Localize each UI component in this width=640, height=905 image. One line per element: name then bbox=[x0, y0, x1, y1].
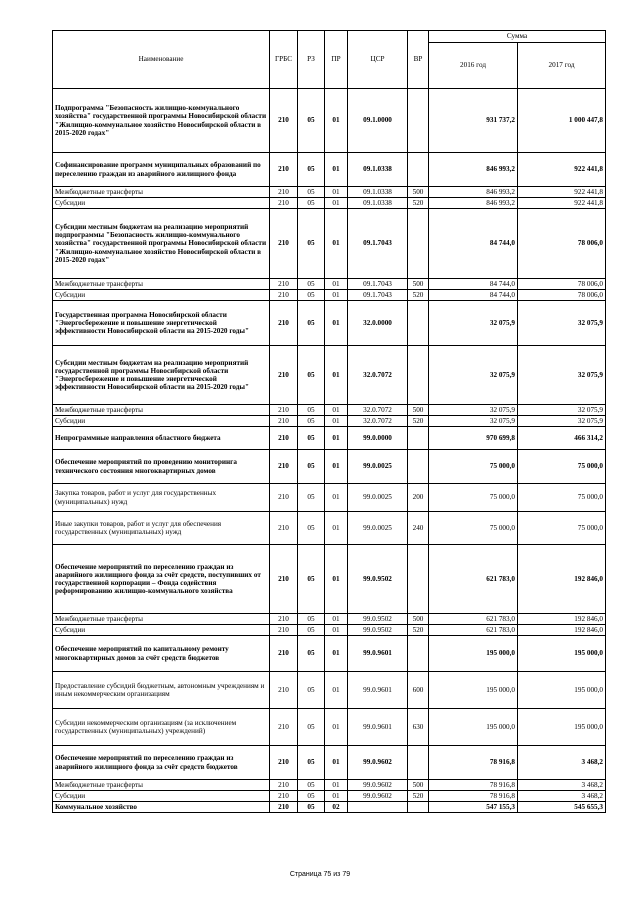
row-name: Субсидии некоммерческим организациям (за исключением государственных (муниципальных) учреждений) bbox=[53, 709, 270, 746]
row-sum-2016: 931 737,2 bbox=[429, 89, 518, 153]
row-pr: 01 bbox=[325, 709, 348, 746]
row-sum-2017: 192 846,0 bbox=[518, 625, 606, 636]
row-rz: 05 bbox=[298, 780, 325, 791]
row-name: Коммунальное хозяйство bbox=[53, 802, 270, 813]
row-grbs: 210 bbox=[270, 746, 298, 780]
row-rz: 05 bbox=[298, 636, 325, 672]
header-sum: Сумма bbox=[429, 31, 606, 43]
row-sum-2016: 547 155,3 bbox=[429, 802, 518, 813]
row-grbs: 210 bbox=[270, 153, 298, 187]
table-row bbox=[53, 636, 606, 672]
row-sum-2017: 32 075,9 bbox=[518, 346, 606, 405]
row-sum-2016: 84 744,0 bbox=[429, 209, 518, 279]
row-pr: 01 bbox=[325, 512, 348, 545]
row-name: Обеспечение мероприятий по переселению граждан из аварийного жилищного фонда за счёт средств бюджетов bbox=[53, 746, 270, 780]
row-pr: 01 bbox=[325, 545, 348, 614]
row-csr: 09.1.7043 bbox=[348, 279, 408, 290]
row-csr: 99.0.9602 bbox=[348, 791, 408, 802]
row-sum-2017: 75 000,0 bbox=[518, 484, 606, 512]
row-sum-2016: 32 075,9 bbox=[429, 346, 518, 405]
row-rz: 05 bbox=[298, 89, 325, 153]
row-sum-2016: 195 000,0 bbox=[429, 709, 518, 746]
row-vr: 500 bbox=[408, 614, 429, 625]
row-rz: 05 bbox=[298, 153, 325, 187]
row-pr: 01 bbox=[325, 484, 348, 512]
row-pr: 01 bbox=[325, 636, 348, 672]
row-grbs: 210 bbox=[270, 625, 298, 636]
table-row bbox=[53, 416, 606, 427]
table-row bbox=[53, 802, 606, 813]
budget-table bbox=[52, 30, 606, 813]
row-rz: 05 bbox=[298, 484, 325, 512]
row-vr bbox=[408, 636, 429, 672]
row-vr bbox=[408, 346, 429, 405]
row-grbs: 210 bbox=[270, 346, 298, 405]
row-vr bbox=[408, 209, 429, 279]
row-pr: 01 bbox=[325, 672, 348, 709]
table-row bbox=[53, 512, 606, 545]
row-sum-2016: 32 075,9 bbox=[429, 301, 518, 346]
row-grbs: 210 bbox=[270, 416, 298, 427]
row-vr: 520 bbox=[408, 416, 429, 427]
row-vr: 500 bbox=[408, 187, 429, 198]
table-row bbox=[53, 625, 606, 636]
row-rz: 05 bbox=[298, 290, 325, 301]
row-name: Межбюджетные трансферты bbox=[53, 279, 270, 290]
table-body bbox=[53, 89, 606, 813]
row-rz: 05 bbox=[298, 198, 325, 209]
row-pr: 01 bbox=[325, 746, 348, 780]
table-row bbox=[53, 346, 606, 405]
row-rz: 05 bbox=[298, 450, 325, 484]
row-sum-2016: 78 916,8 bbox=[429, 780, 518, 791]
row-sum-2017: 195 000,0 bbox=[518, 636, 606, 672]
row-pr: 01 bbox=[325, 625, 348, 636]
row-grbs: 210 bbox=[270, 405, 298, 416]
row-sum-2016: 78 916,8 bbox=[429, 791, 518, 802]
header-vr: ВР bbox=[408, 31, 429, 89]
row-rz: 05 bbox=[298, 346, 325, 405]
row-rz: 05 bbox=[298, 512, 325, 545]
row-sum-2017: 922 441,8 bbox=[518, 198, 606, 209]
row-csr: 99.0.0025 bbox=[348, 512, 408, 545]
header-pr: ПР bbox=[325, 31, 348, 89]
table-row bbox=[53, 153, 606, 187]
row-pr: 01 bbox=[325, 346, 348, 405]
table-row bbox=[53, 405, 606, 416]
row-pr: 01 bbox=[325, 405, 348, 416]
row-pr: 01 bbox=[325, 89, 348, 153]
row-grbs: 210 bbox=[270, 279, 298, 290]
row-sum-2016: 84 744,0 bbox=[429, 290, 518, 301]
row-csr: 99.0.9601 bbox=[348, 709, 408, 746]
table-row bbox=[53, 672, 606, 709]
row-rz: 05 bbox=[298, 625, 325, 636]
row-rz: 05 bbox=[298, 301, 325, 346]
row-csr: 99.0.9602 bbox=[348, 780, 408, 791]
row-sum-2017: 78 006,0 bbox=[518, 290, 606, 301]
row-csr: 99.0.9502 bbox=[348, 614, 408, 625]
row-csr: 09.1.0338 bbox=[348, 153, 408, 187]
row-sum-2017: 545 655,3 bbox=[518, 802, 606, 813]
row-rz: 05 bbox=[298, 209, 325, 279]
row-name: Межбюджетные трансферты bbox=[53, 780, 270, 791]
row-name: Обеспечение мероприятий по переселению граждан из аварийного жилищного фонда за счёт средств, поступивших от государственной корпорации – Фонда содействия реформированию жилищно-коммунального хозяйства bbox=[53, 545, 270, 614]
table-row bbox=[53, 198, 606, 209]
row-name: Обеспечение мероприятий по капитальному ремонту многоквартирных домов за счёт средств бюджетов bbox=[53, 636, 270, 672]
row-sum-2016: 621 783,0 bbox=[429, 545, 518, 614]
table-row bbox=[53, 427, 606, 450]
row-csr: 09.1.0338 bbox=[348, 198, 408, 209]
row-sum-2017: 78 006,0 bbox=[518, 209, 606, 279]
row-grbs: 210 bbox=[270, 301, 298, 346]
row-pr: 01 bbox=[325, 780, 348, 791]
row-sum-2017: 75 000,0 bbox=[518, 450, 606, 484]
row-name: Обеспечение мероприятий по проведению мониторинга технического состояния многоквартирных домов bbox=[53, 450, 270, 484]
row-sum-2016: 32 075,9 bbox=[429, 405, 518, 416]
row-csr: 99.0.9601 bbox=[348, 636, 408, 672]
header-csr: ЦСР bbox=[348, 31, 408, 89]
row-name: Субсидии bbox=[53, 416, 270, 427]
row-grbs: 210 bbox=[270, 614, 298, 625]
row-csr: 32.0.7072 bbox=[348, 346, 408, 405]
row-sum-2017: 3 468,2 bbox=[518, 791, 606, 802]
row-sum-2016: 195 000,0 bbox=[429, 672, 518, 709]
row-vr: 520 bbox=[408, 791, 429, 802]
row-name: Предоставление субсидий бюджетным, автономным учреждениям и иным некоммерческим организациям bbox=[53, 672, 270, 709]
row-name: Субсидии bbox=[53, 290, 270, 301]
row-sum-2016: 846 993,2 bbox=[429, 153, 518, 187]
row-sum-2017: 3 468,2 bbox=[518, 746, 606, 780]
table-row bbox=[53, 791, 606, 802]
row-name: Субсидии bbox=[53, 791, 270, 802]
row-grbs: 210 bbox=[270, 187, 298, 198]
row-sum-2017: 195 000,0 bbox=[518, 709, 606, 746]
table-row bbox=[53, 187, 606, 198]
row-vr: 520 bbox=[408, 290, 429, 301]
row-pr: 01 bbox=[325, 153, 348, 187]
row-pr: 01 bbox=[325, 290, 348, 301]
row-name: Межбюджетные трансферты bbox=[53, 614, 270, 625]
row-vr: 500 bbox=[408, 780, 429, 791]
header-grbs: ГРБС bbox=[270, 31, 298, 89]
row-sum-2016: 195 000,0 bbox=[429, 636, 518, 672]
row-sum-2016: 32 075,9 bbox=[429, 416, 518, 427]
table-row bbox=[53, 484, 606, 512]
row-vr: 630 bbox=[408, 709, 429, 746]
row-sum-2017: 466 314,2 bbox=[518, 427, 606, 450]
table-row bbox=[53, 746, 606, 780]
row-vr bbox=[408, 450, 429, 484]
row-vr bbox=[408, 427, 429, 450]
row-name: Непрограммные направления областного бюджета bbox=[53, 427, 270, 450]
table-row bbox=[53, 89, 606, 153]
row-sum-2016: 846 993,2 bbox=[429, 198, 518, 209]
row-vr: 240 bbox=[408, 512, 429, 545]
row-rz: 05 bbox=[298, 614, 325, 625]
row-rz: 05 bbox=[298, 791, 325, 802]
row-sum-2017: 922 441,8 bbox=[518, 153, 606, 187]
row-grbs: 210 bbox=[270, 672, 298, 709]
row-name: Государственная программа Новосибирской области "Энергосбережение и повышение энергетической эффективности Новосибирской области на 2015-2020 годы" bbox=[53, 301, 270, 346]
row-csr: 09.1.0000 bbox=[348, 89, 408, 153]
row-rz: 05 bbox=[298, 416, 325, 427]
table-row bbox=[53, 614, 606, 625]
row-csr: 99.0.9502 bbox=[348, 545, 408, 614]
row-rz: 05 bbox=[298, 279, 325, 290]
row-rz: 05 bbox=[298, 427, 325, 450]
row-pr: 01 bbox=[325, 614, 348, 625]
row-sum-2016: 621 783,0 bbox=[429, 614, 518, 625]
row-sum-2017: 192 846,0 bbox=[518, 614, 606, 625]
row-csr: 99.0.9602 bbox=[348, 746, 408, 780]
row-pr: 01 bbox=[325, 791, 348, 802]
row-pr: 02 bbox=[325, 802, 348, 813]
row-sum-2017: 32 075,9 bbox=[518, 405, 606, 416]
row-pr: 01 bbox=[325, 301, 348, 346]
row-rz: 05 bbox=[298, 545, 325, 614]
row-csr: 32.0.7072 bbox=[348, 416, 408, 427]
row-sum-2016: 75 000,0 bbox=[429, 484, 518, 512]
header-2017: 2017 год bbox=[518, 43, 606, 89]
table-row bbox=[53, 450, 606, 484]
row-sum-2016: 78 916,8 bbox=[429, 746, 518, 780]
row-name: Закупка товаров, работ и услуг для государственных (муниципальных) нужд bbox=[53, 484, 270, 512]
row-pr: 01 bbox=[325, 450, 348, 484]
row-vr bbox=[408, 545, 429, 614]
row-sum-2016: 75 000,0 bbox=[429, 512, 518, 545]
row-sum-2017: 922 441,8 bbox=[518, 187, 606, 198]
table-row bbox=[53, 209, 606, 279]
row-grbs: 210 bbox=[270, 484, 298, 512]
table-row bbox=[53, 301, 606, 346]
row-vr: 200 bbox=[408, 484, 429, 512]
row-grbs: 210 bbox=[270, 780, 298, 791]
row-grbs: 210 bbox=[270, 89, 298, 153]
row-name: Межбюджетные трансферты bbox=[53, 187, 270, 198]
row-csr: 99.0.0025 bbox=[348, 450, 408, 484]
row-sum-2017: 192 846,0 bbox=[518, 545, 606, 614]
row-sum-2017: 75 000,0 bbox=[518, 512, 606, 545]
row-csr: 09.1.7043 bbox=[348, 290, 408, 301]
row-sum-2017: 195 000,0 bbox=[518, 672, 606, 709]
row-vr bbox=[408, 301, 429, 346]
row-grbs: 210 bbox=[270, 512, 298, 545]
row-name: Субсидии bbox=[53, 625, 270, 636]
row-csr: 32.0.0000 bbox=[348, 301, 408, 346]
header-2016: 2016 год bbox=[429, 43, 518, 89]
row-name: Подпрограмма "Безопасность жилищно-коммунального хозяйства" государственной программы Новосибирской области "Жилищно-коммунальное хозяйство Новосибирской области в 2015-2020 годах" bbox=[53, 89, 270, 153]
row-sum-2017: 78 006,0 bbox=[518, 279, 606, 290]
row-sum-2016: 621 783,0 bbox=[429, 625, 518, 636]
table-row bbox=[53, 709, 606, 746]
row-sum-2017: 1 000 447,8 bbox=[518, 89, 606, 153]
row-pr: 01 bbox=[325, 198, 348, 209]
table-row bbox=[53, 279, 606, 290]
row-sum-2017: 32 075,9 bbox=[518, 301, 606, 346]
row-csr: 99.0.9601 bbox=[348, 672, 408, 709]
row-grbs: 210 bbox=[270, 802, 298, 813]
row-rz: 05 bbox=[298, 802, 325, 813]
row-rz: 05 bbox=[298, 405, 325, 416]
row-vr: 500 bbox=[408, 405, 429, 416]
row-name: Субсидии bbox=[53, 198, 270, 209]
row-grbs: 210 bbox=[270, 636, 298, 672]
header-name: Наименование bbox=[53, 31, 270, 89]
row-vr: 600 bbox=[408, 672, 429, 709]
row-vr: 520 bbox=[408, 625, 429, 636]
row-rz: 05 bbox=[298, 709, 325, 746]
row-grbs: 210 bbox=[270, 427, 298, 450]
row-grbs: 210 bbox=[270, 198, 298, 209]
row-grbs: 210 bbox=[270, 450, 298, 484]
row-pr: 01 bbox=[325, 187, 348, 198]
table-row bbox=[53, 780, 606, 791]
table-row bbox=[53, 545, 606, 614]
row-vr bbox=[408, 89, 429, 153]
row-sum-2016: 846 993,2 bbox=[429, 187, 518, 198]
row-sum-2017: 32 075,9 bbox=[518, 416, 606, 427]
row-csr: 99.0.0025 bbox=[348, 484, 408, 512]
row-name: Межбюджетные трансферты bbox=[53, 405, 270, 416]
row-rz: 05 bbox=[298, 746, 325, 780]
row-name: Софинансирование программ муниципальных образований по переселению граждан из аварийного жилищного фонда bbox=[53, 153, 270, 187]
row-csr: 32.0.7072 bbox=[348, 405, 408, 416]
row-sum-2017: 3 468,2 bbox=[518, 780, 606, 791]
row-pr: 01 bbox=[325, 427, 348, 450]
row-pr: 01 bbox=[325, 209, 348, 279]
row-csr: 99.0.9502 bbox=[348, 625, 408, 636]
row-grbs: 210 bbox=[270, 290, 298, 301]
row-vr bbox=[408, 802, 429, 813]
row-sum-2016: 84 744,0 bbox=[429, 279, 518, 290]
row-pr: 01 bbox=[325, 279, 348, 290]
row-name: Субсидии местным бюджетам на реализацию мероприятий подпрограммы "Безопасность жилищно-коммунального хозяйства" государственной программы Новосибирской области "Жилищно-коммунальное хозяйство Новосибирской области в 2015-2020 годах" bbox=[53, 209, 270, 279]
row-vr: 520 bbox=[408, 198, 429, 209]
row-csr bbox=[348, 802, 408, 813]
row-sum-2016: 75 000,0 bbox=[429, 450, 518, 484]
row-name: Субсидии местным бюджетам на реализацию мероприятий государственной программы Новосибирской области "Энергосбережение и повышение энергетической эффективности Новосибирской области на 2015-2020 годы" bbox=[53, 346, 270, 405]
row-grbs: 210 bbox=[270, 709, 298, 746]
page-footer: Страница 75 из 79 bbox=[289, 871, 351, 878]
row-csr: 09.1.0338 bbox=[348, 187, 408, 198]
row-sum-2016: 970 699,8 bbox=[429, 427, 518, 450]
row-pr: 01 bbox=[325, 416, 348, 427]
row-rz: 05 bbox=[298, 672, 325, 709]
header-rz: РЗ bbox=[298, 31, 325, 89]
row-vr bbox=[408, 746, 429, 780]
row-grbs: 210 bbox=[270, 545, 298, 614]
row-grbs: 210 bbox=[270, 209, 298, 279]
row-vr: 500 bbox=[408, 279, 429, 290]
row-csr: 09.1.7043 bbox=[348, 209, 408, 279]
row-name: Иные закупки товаров, работ и услуг для обеспечения государственных (муниципальных) нужд bbox=[53, 512, 270, 545]
row-csr: 99.0.0000 bbox=[348, 427, 408, 450]
table-row bbox=[53, 290, 606, 301]
row-grbs: 210 bbox=[270, 791, 298, 802]
row-vr bbox=[408, 153, 429, 187]
row-rz: 05 bbox=[298, 187, 325, 198]
